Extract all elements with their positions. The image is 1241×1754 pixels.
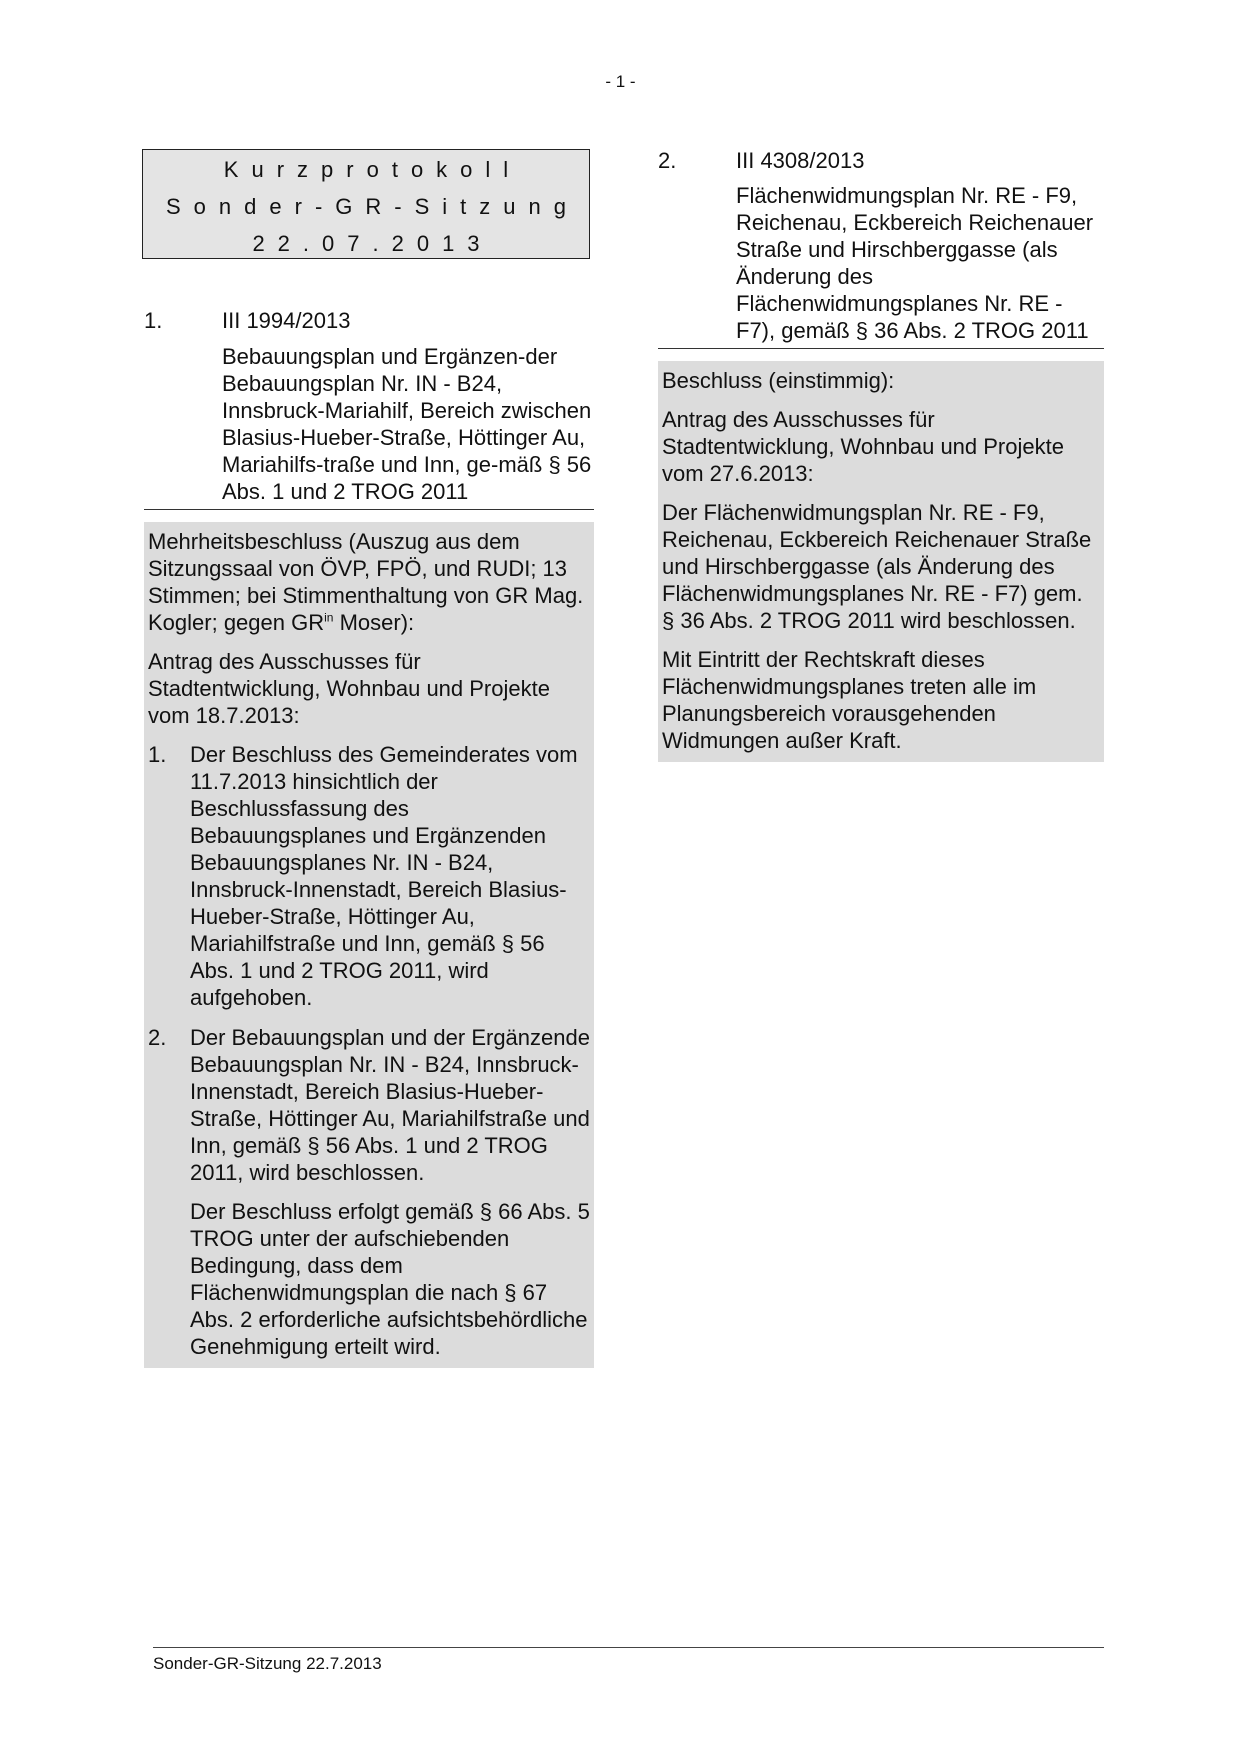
item-2-resolution-head: Beschluss (einstimmig): [662, 368, 895, 393]
item-1-resolution-head: Mehrheitsbeschluss (Auszug aus dem Sitzungssaal von ÖVP, FPÖ, und RUDI; 13 Stimmen; bei Stimmenthaltung von GR Mag. Kogler; gegen $GR^{in}$ Moser): [148, 529, 584, 635]
protocol-title-box [142, 149, 590, 259]
item-1-header [144, 307, 594, 334]
item-1-motion: Antrag des Ausschusses für Stadtentwicklung, Wohnbau und Projekte vom 18.7.2013: [148, 649, 550, 728]
item-2-resolution [658, 361, 1104, 762]
agenda-item-1 [144, 307, 594, 1368]
item-2-number: 2. [658, 148, 677, 173]
item-2-subject: Flächenwidmungsplan Nr. RE - F9, Reichenau, Eckbereich Reichenauer Straße und Hirschberggasse (als Änderung des Flächenwidmungsplanes Nr. RE - F7), gemäß § 36 Abs. 2 TROG 2011 [736, 183, 1094, 343]
agenda-item-2 [658, 147, 1104, 762]
item-2-header [658, 147, 1104, 174]
page-footer: Sonder-GR-Sitzung 22.7.2013 [153, 1647, 1104, 1674]
item-1-subject: Bebauungsplan und Ergänzen-der Bebauungsplan Nr. IN - B24, Innsbruck-Mariahilf, Bereich zwischen Blasius-Hueber-Straße, Höttinger Au, Mariahilfs-traße und Inn, ge-mäß § 56 Abs. 1 und 2 TROG 2011 [222, 344, 592, 504]
list-item: 1. Der Beschluss des Gemeinderates vom 11.7.2013 hinsichtlich der Beschlussfassung des Bebauungsplanes und Ergänzenden Bebauungsplanes Nr. IN - B24, Innsbruck-Innenstadt, Bereich Blasius-Hueber-Straße, Höttinger Au, Mariahilfstraße und Inn, gemäß § 56 Abs. 1 und 2 TROG 2011, wird aufgehoben. [148, 742, 578, 1010]
item-2-motion: Antrag des Ausschusses für Stadtentwicklung, Wohnbau und Projekte vom 27.6.2013: [662, 407, 1064, 486]
title-line-2: Sonder-GR-Sitzung [166, 194, 579, 219]
item-1-divider [144, 509, 594, 510]
item-2-reference: III 4308/2013 [736, 148, 865, 173]
page-number: - 1 - [605, 72, 636, 91]
item-2-divider [658, 348, 1104, 349]
item-1-resolution [144, 522, 594, 1368]
title-line-1: Kurzprotokoll [223, 157, 522, 182]
item-1-points [148, 741, 590, 1360]
item-2-paragraph-1: Der Flächenwidmungsplan Nr. RE - F9, Reichenau, Eckbereich Reichenauer Straße und Hirschberggasse (als Änderung des Flächenwidmungsplanes Nr. RE - F7) gem. § 36 Abs. 2 TROG 2011 wird beschlossen. [662, 500, 1092, 633]
list-item: 2. Der Bebauungsplan und der Ergänzende Bebauungsplan Nr. IN - B24, Innsbruck-Innenstadt, Bereich Blasius-Hueber-Straße, Höttinger Au, Mariahilfstraße und Inn, gemäß § 56 Abs. 1 und 2 TROG 2011, wird beschlossen. Der Beschluss erfolgt gemäß § 66 Abs. 5 TROG unter der aufschiebenden Bedingung, dass dem Flächenwidmungsplan die nach § 67 Abs. 2 erforderliche aufsichtsbehördliche Genehmigung erteilt wird. [148, 1025, 590, 1359]
item-1-number: 1. [144, 308, 163, 333]
title-line-3: 22.07.2013 [252, 231, 493, 256]
item-2-paragraph-2: Mit Eintritt der Rechtskraft dieses Flächenwidmungsplanes treten alle im Planungsbereich vorausgehenden Widmungen außer Kraft. [662, 647, 1037, 753]
item-1-reference: III 1994/2013 [222, 308, 351, 333]
